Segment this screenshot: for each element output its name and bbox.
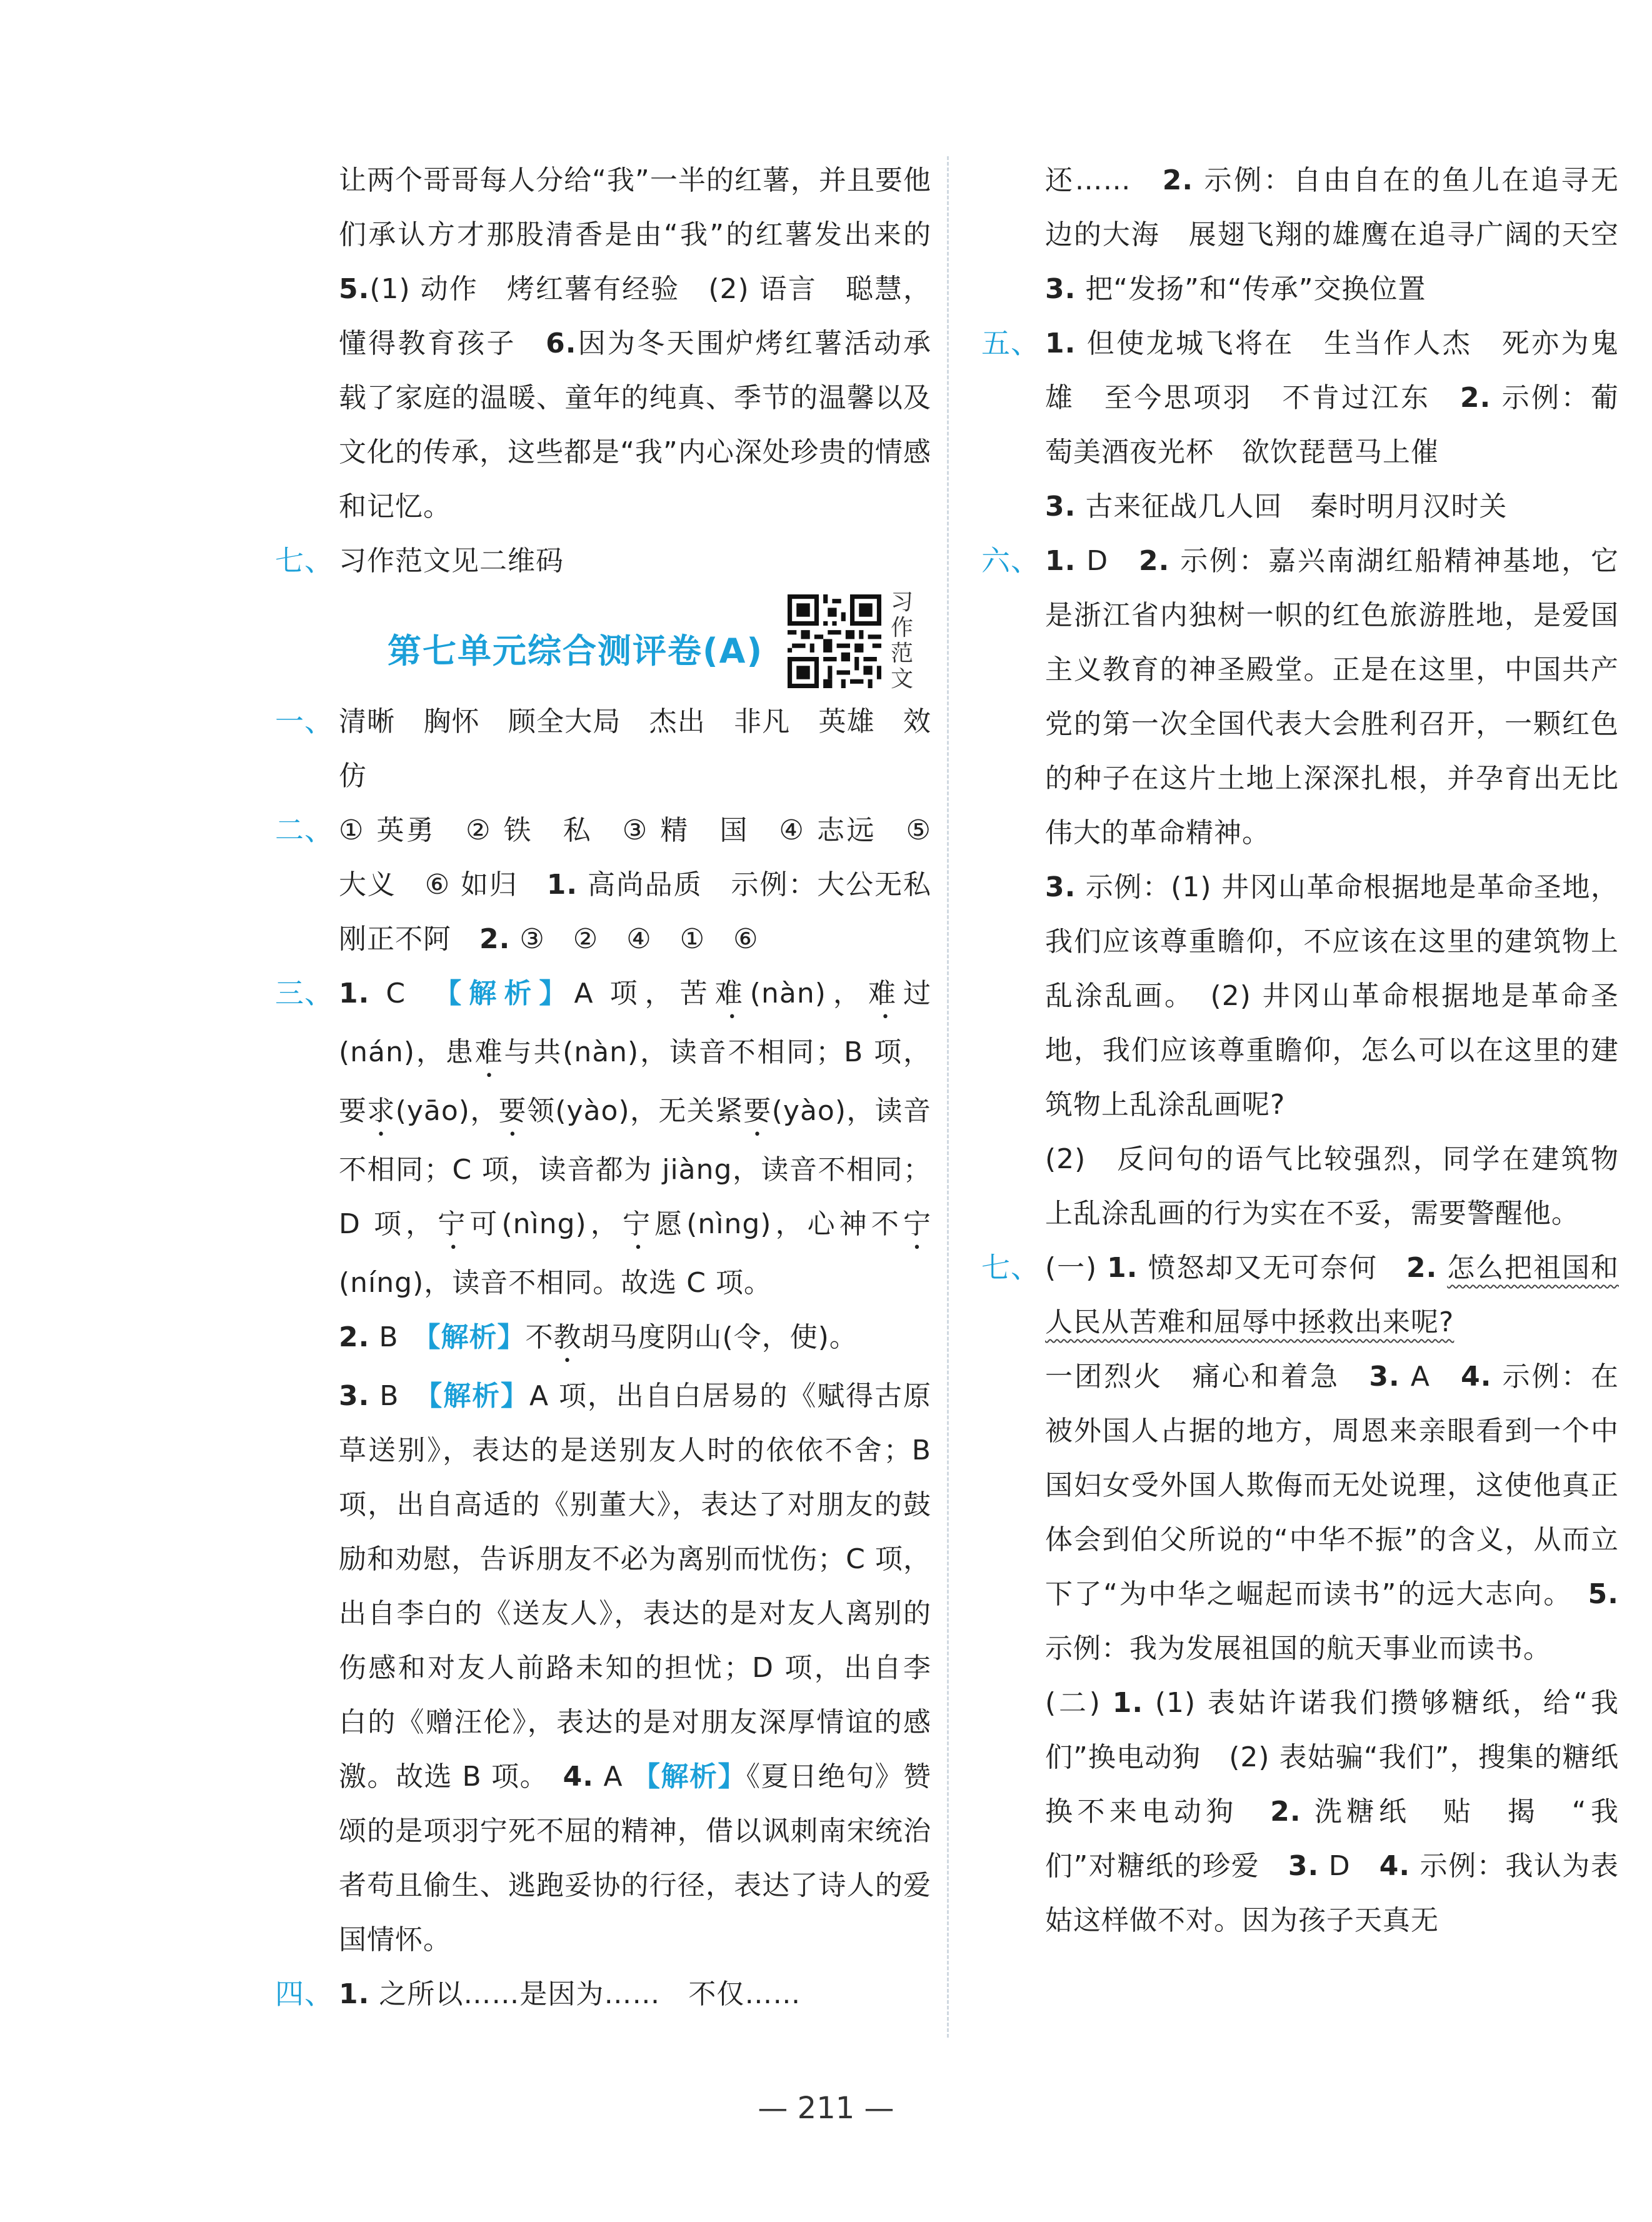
question-3-2: [275, 1310, 931, 1369]
question-number: 2.: [1270, 1796, 1301, 1828]
answer-text: 示例：在被外国人占据的地方，周恩来亲眼看到一个中国妇女受外国人欺侮而无处说理，这使他真正体会到伯父所说的“中华不振”的含义，从而立下了“为中华之崛起而读书”的远大志向。: [1045, 1361, 1619, 1610]
answer-text: 示例：嘉兴南湖红船精神基地，它是浙江省内独树一帜的红色旅游胜地，是爱国主义教育的神圣殿堂。正是在这里，中国共产党的第一次全国代表大会胜利召开，一颗红色的种子在这片土地上深深扎根，并孕育出无比伟大的革命精神。: [1045, 545, 1619, 849]
section-label: 四、: [275, 1977, 334, 2011]
analysis-text: A 项，出自白居易的《赋得古原草送别》，表达的是送别友人时的依依不舍；B 项，出自高适的《别董大》，表达了对朋友的鼓励和劝慰，告诉朋友不必为离别而忧伤；C 项，出自李白的《送友人》，表达的是对友人离别的伤感和对友人前路未知的担忧；D 项，出自李白的《赠汪伦》，表达的是对朋友深厚情谊的感激。故选 B 项。: [339, 1380, 931, 1793]
question-number: 2.: [339, 1321, 370, 1353]
unit-title: 第七单元综合测评卷(A): [388, 631, 764, 671]
wavy-underlined-text: 怎么把祖国和人民从苦难和屈辱中拯救出来呢?: [1045, 1252, 1619, 1338]
answer-choice: A: [603, 1761, 623, 1793]
question-6-3: [981, 860, 1619, 1132]
question-number: 3.: [1045, 871, 1076, 903]
question-number: 1.: [1112, 1687, 1144, 1719]
question-number: 1.: [1045, 328, 1076, 359]
question-number: 2.: [479, 923, 511, 955]
section-seven-composition: [275, 534, 931, 588]
emphasized-char: 要: [498, 1095, 528, 1127]
answer-text: 习作范文见二维码: [339, 545, 564, 577]
answer-choice: A: [1410, 1361, 1430, 1393]
question-number: 3.: [339, 1380, 370, 1412]
emphasized-char: 宁: [438, 1208, 470, 1240]
analysis-text: 《夏日绝句》赞颂的是项羽宁死不屈的精神，借以讽刺南宋统治者苟且偷生、逃跑妥协的行径，表达了诗人的爱国情怀。: [339, 1761, 931, 1956]
question-number: 3.: [1288, 1850, 1319, 1882]
answer-paragraph-continued: [275, 153, 931, 534]
answer-text: 因为冬天围炉烤红薯活动承载了家庭的温暖、童年的纯真、季节的温馨以及文化的传承，这些都是“我”内心深处珍贵的情感和记忆。: [339, 328, 932, 523]
question-3-3: [275, 1369, 931, 1967]
answer-text: 但使龙城飞将在 生当作人杰 死亦为鬼雄 至今思项羽 不肯过江东: [1045, 328, 1619, 414]
question-number: 2.: [1162, 164, 1194, 196]
section-label: 六、: [981, 544, 1040, 578]
question-number: 1.: [339, 1978, 370, 2010]
section-label: 一、: [275, 704, 334, 738]
question-number: 4.: [1461, 1361, 1492, 1393]
question-number: 2.: [1138, 545, 1170, 577]
answer-text: ① 英勇 ② 铁 私 ③ 精 国 ④ 志远 ⑤ 大义 ⑥ 如归: [339, 814, 931, 901]
answer-text: (2) 反问句的语气比较强烈，同学在建筑物上乱涂乱画的行为实在不妥，需要警醒他。: [1045, 1143, 1619, 1229]
emphasized-char: 难: [714, 978, 750, 1009]
question-number: 1.: [1045, 545, 1076, 577]
analysis-tag: 【解析】: [448, 978, 574, 1009]
answer-text: 示例：我认为表姑这样做不对。因为孩子天真无: [1045, 1850, 1619, 1936]
emphasized-char: 宁: [622, 1208, 655, 1240]
emphasized-char: 难: [474, 1036, 504, 1068]
section-three: [275, 966, 931, 1310]
page-number: — 211 —: [758, 2091, 894, 2126]
section-label: 七、: [981, 1251, 1040, 1284]
analysis-tag: 【解析】: [428, 1380, 529, 1412]
section-seven: [981, 1241, 1619, 1676]
question-number: 3.: [1045, 273, 1076, 305]
section-four-continued: [981, 153, 1619, 316]
answer-text: 一团烈火 痛心和着急: [1045, 1361, 1340, 1393]
part-label: (一): [1045, 1252, 1098, 1284]
analysis-text: 可(nìng)，: [469, 1208, 623, 1240]
answer-text: 示例：葡萄美酒夜光杯 欲饮琵琶马上催: [1045, 382, 1619, 468]
emphasized-char: 要: [743, 1095, 772, 1127]
answer-text: 示例：自由自在的鱼儿在追寻无边的大海 展翅飞翔的雄鹰在追寻广阔的天空: [1045, 164, 1619, 251]
unit-title-row: [275, 588, 931, 694]
answer-text: 愤怒却又无可奈何: [1148, 1252, 1378, 1284]
emphasized-char: 求: [367, 1095, 396, 1127]
answer-choice: C: [386, 978, 406, 1009]
emphasized-char: 宁: [903, 1208, 932, 1240]
question-6-3-part2: [981, 1132, 1619, 1241]
section-one: [275, 694, 931, 803]
column-divider: [947, 156, 949, 2038]
emphasized-char: 难: [868, 978, 904, 1009]
answer-text: 洗糖纸 贴 揭 “我们”对糖纸的珍爱: [1045, 1796, 1619, 1882]
section-label: 三、: [275, 976, 334, 1010]
answer-text: 高尚品质 示例：大公无私 刚正不阿: [339, 869, 960, 955]
analysis-text: (nàn)，: [749, 978, 868, 1009]
question-number: 1.: [546, 869, 578, 901]
analysis-tag: 【解析】: [426, 1321, 526, 1353]
analysis-tag: 【解析】: [633, 1761, 747, 1793]
question-number: 1.: [1107, 1252, 1138, 1284]
analysis-text: (yào)，读音不相同；C 项，读音都为 jiàng，读音不相同；D 项，: [339, 1095, 932, 1240]
section-five: [981, 316, 1619, 479]
answer-text: 清晰 胸怀 顾全大局 杰出 非凡 英雄 效仿: [339, 706, 931, 792]
section-two: [275, 803, 960, 966]
answer-text: ③ ② ④ ① ⑥: [519, 923, 759, 955]
emphasized-char: 教: [553, 1321, 582, 1353]
analysis-text: 不: [525, 1321, 554, 1353]
analysis-text: 领(yào)，无关紧: [527, 1095, 744, 1127]
section-label: 七、: [275, 544, 334, 578]
section-six: [981, 534, 1619, 860]
answer-text: 还……: [1045, 164, 1131, 196]
section-label: 五、: [981, 326, 1040, 360]
answer-choice: D: [1328, 1850, 1351, 1882]
question-number: 2.: [1459, 382, 1491, 414]
analysis-text: (yāo)，: [395, 1095, 499, 1127]
left-column: [275, 153, 960, 2021]
question-number: 6.: [546, 328, 577, 359]
qr-code-icon[interactable]: [788, 594, 881, 688]
question-5-3: [981, 479, 1619, 534]
question-number: 3.: [1045, 491, 1076, 523]
section-seven-part-two: [981, 1676, 1619, 1948]
analysis-text: (níng)，读音不相同。故选 C 项。: [339, 1267, 772, 1299]
answer-text: (1) 动作 烤红薯有经验 (2) 语言 聪慧，懂得教育孩子: [339, 273, 931, 359]
part-label: (二): [1045, 1687, 1101, 1719]
analysis-text: 过(nán)，患: [339, 978, 932, 1068]
question-number: 4.: [563, 1761, 594, 1793]
answer-text: 把“发扬”和“传承”交换位置: [1085, 273, 1426, 305]
question-number: 2.: [1406, 1252, 1438, 1284]
section-four: [275, 1967, 931, 2021]
answer-text: 示例：(1) 井冈山革命根据地是革命圣地，我们应该尊重瞻仰，不应该在这里的建筑物上乱涂乱画。 (2) 井冈山革命根据地是革命圣地，我们应该尊重瞻仰，怎么可以在这里的建筑物上乱涂乱画呢?: [1045, 871, 1619, 1121]
question-number: 1.: [339, 978, 370, 1009]
question-number: 4.: [1379, 1850, 1411, 1882]
answer-choice: B: [379, 1380, 399, 1412]
answer-text: 示例：我为发展祖国的航天事业而读书。: [1045, 1633, 1551, 1664]
question-number: 5.: [339, 273, 370, 305]
qr-caption: 习作范文: [891, 589, 914, 692]
section-label: 二、: [275, 813, 334, 847]
answer-choice: B: [379, 1321, 399, 1353]
question-number: 5.: [1588, 1578, 1619, 1610]
analysis-text: 愿(nìng)，心神不: [654, 1208, 904, 1240]
analysis-text: 与共(nàn)，读音不相同；B 项，要: [339, 1036, 932, 1127]
right-column: [981, 153, 1619, 1948]
question-number: 3.: [1369, 1361, 1400, 1393]
answer-text: 古来征战几人回 秦时明月汉时关: [1085, 491, 1508, 523]
answer-text: (1) 表姑许诺我们攒够糖纸，给“我们”换电动狗 (2) 表姑骗“我们”，搜集的糖纸换不来电动狗: [1045, 1687, 1619, 1828]
answer-text: 让两个哥哥每人分给“我”一半的红薯，并且要他们承认方才那股清香是由“我”的红薯发出来的: [339, 164, 931, 251]
answer-choice: D: [1086, 545, 1109, 577]
analysis-text: 胡马度阴山(令，使)。: [581, 1321, 858, 1353]
answer-text: 之所以……是因为…… 不仅……: [379, 1978, 801, 2010]
analysis-text: A 项，苦: [574, 978, 715, 1009]
